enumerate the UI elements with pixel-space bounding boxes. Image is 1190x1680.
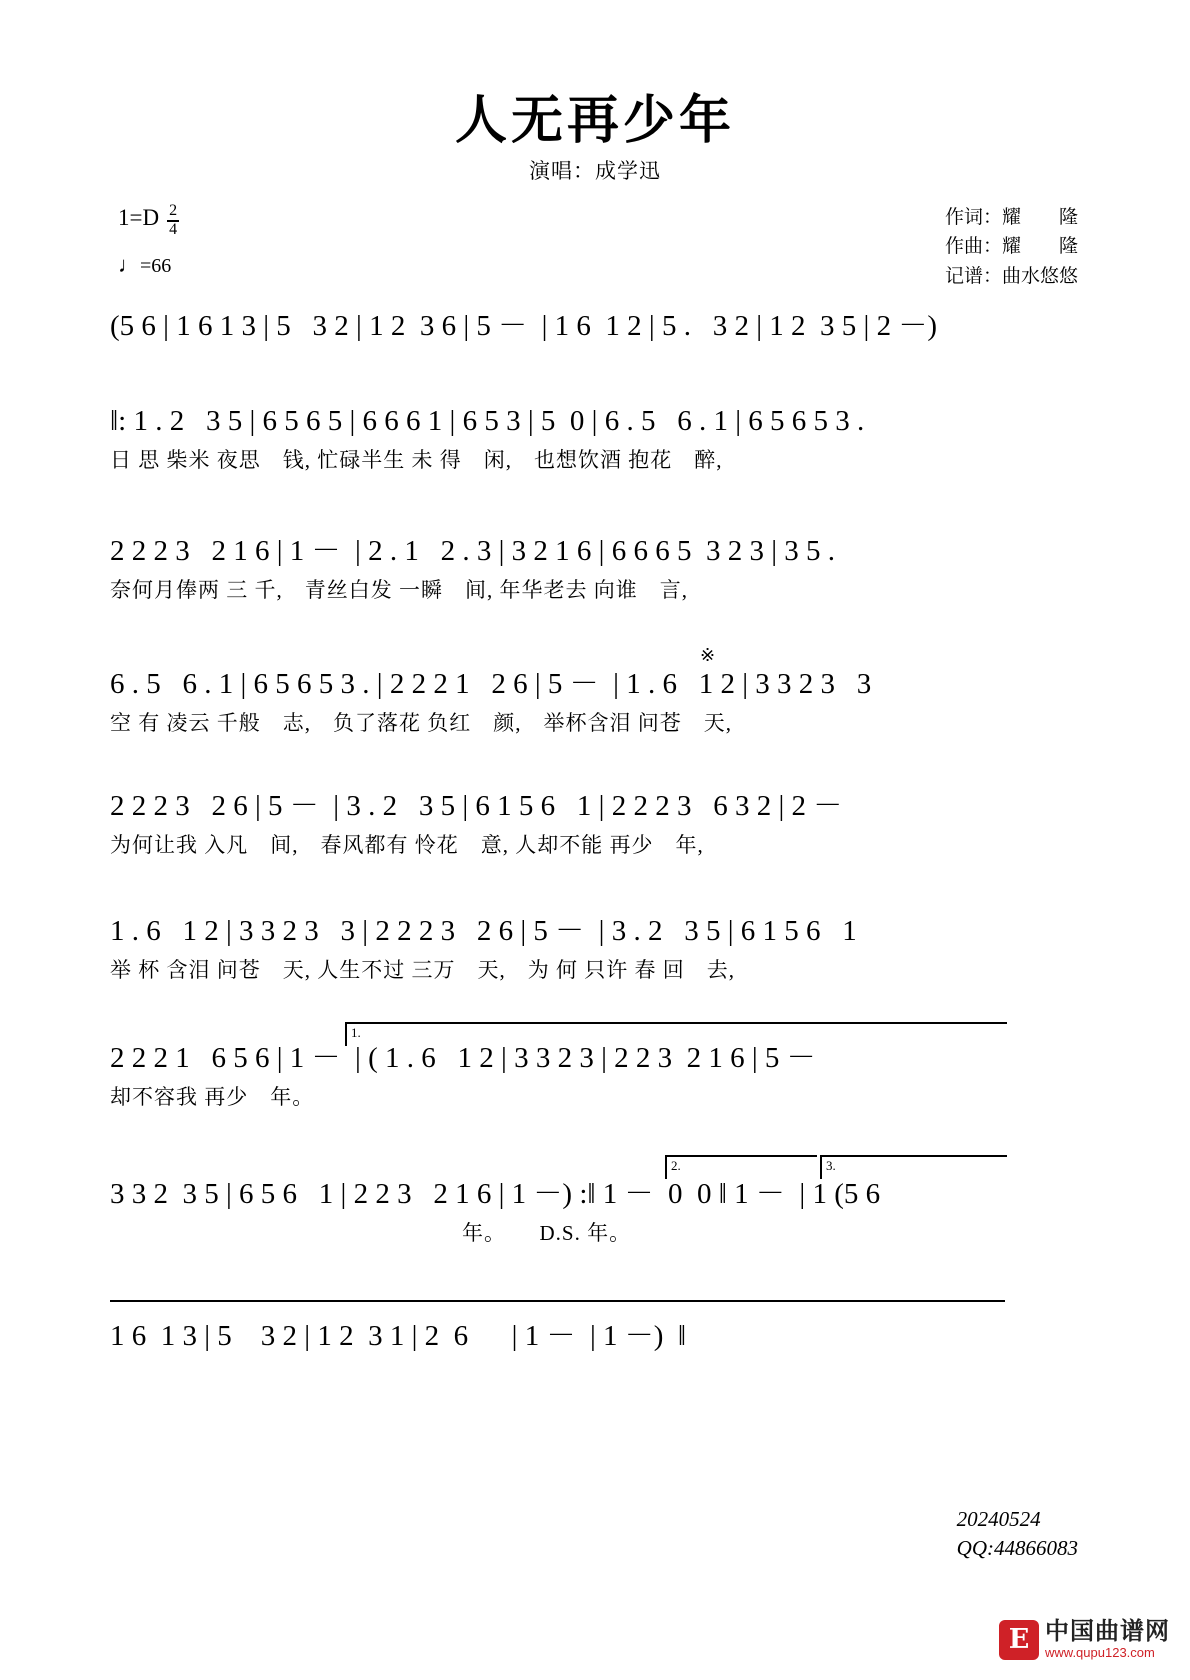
volta-bracket-3 (820, 1155, 1007, 1179)
quarter-note-icon: ♩ (118, 252, 140, 277)
tempo-value: =66 (140, 255, 172, 277)
system-lyrics: 年。 D.S. 年。 (110, 1221, 632, 1246)
system-notes: 2 2 2 3 2 1 6 | 1 － | 2 . 1 2 . 3 | 3 2 1 6 | 6 6 6 5 3 2 3 | 3 5 . (110, 535, 836, 567)
time-signature-denominator: 4 (169, 220, 178, 238)
credit-composer: 作曲：耀 隆 (944, 236, 1078, 258)
music-system-4 (110, 668, 1100, 737)
site-logo-icon: E (999, 1620, 1039, 1660)
system-lyrics: 空 有 凌云 千般 志, 负了落花 负红 颜, 举杯含泪 问苍 天, (110, 711, 732, 736)
singer-line: 演唱：成学迅 (529, 159, 661, 183)
music-system-5 (110, 790, 1100, 859)
volta-label-1: 1. (351, 1025, 361, 1040)
page-title: 人无再少年 (454, 90, 735, 151)
time-signature-numerator: 2 (167, 203, 179, 222)
music-system-6 (110, 915, 1100, 984)
volta-label-2: 2. (671, 1158, 681, 1173)
footer-block (957, 1505, 1078, 1562)
key-label: 1=D (118, 205, 160, 230)
system-lyrics: 为何让我 入凡 间, 春风都有 怜花 意, 人却不能 再少 年, (110, 833, 704, 858)
system-lyrics: 却不容我 再少 年。 (110, 1085, 315, 1110)
system-notes: 2 2 2 3 2 6 | 5 － | 3 . 2 3 5 | 6 1 5 6 1 | 2 2 2 3 6 3 2 | 2 － (110, 790, 843, 822)
system-lyrics: 举 杯 含泪 问苍 天, 人生不过 三万 天, 为 何 只许 春 回 去, (110, 958, 735, 983)
music-system-7 (110, 1042, 1100, 1111)
credit-lyricist: 作词：耀 隆 (944, 207, 1078, 228)
music-system-3 (110, 535, 1100, 604)
system-lyrics: 奈何月俸两 三 千, 青丝白发 一瞬 间, 年华老去 向谁 言, (110, 578, 688, 603)
system-notes: ‖: 1 . 2 3 5 | 6 5 6 5 | 6 6 6 1 | 6 5 3 | 5 0 | 6 . 5 6 . 1 | 6 5 6 5 3 . (110, 405, 865, 437)
system-notes: 6 . 5 6 . 1 | 6 5 6 5 3 . | 2 2 2 1 2 6 | 5 － | 1 . 6 1 2 | 3 3 2 3 3 (110, 668, 872, 700)
system-notes: 2 2 2 1 6 5 6 | 1 － | ( 1 . 6 1 2 | 3 3 2 3 | 2 2 3 2 1 6 | 5 － (110, 1042, 816, 1074)
segno-icon: ※ (700, 645, 716, 665)
music-system-2 (110, 405, 1100, 474)
footer-date: 20240524 (956, 1507, 1041, 1532)
system-notes: (5 6 | 1 6 1 3 | 5 3 2 | 1 2 3 6 | 5 － | 1 6 1 2 | 5 . 3 2 | 1 2 3 5 | 2 －) (110, 310, 938, 342)
credits-block (945, 203, 1078, 291)
volta-label-3: 3. (826, 1158, 836, 1173)
time-signature (167, 203, 179, 239)
site-watermark (999, 1619, 1170, 1660)
credit-notator: 记谱：曲水悠悠 (944, 265, 1078, 287)
footer-qq: QQ:44866083 (956, 1535, 1078, 1560)
music-system-9 (110, 1320, 1100, 1353)
system-notes: 3 3 2 3 5 | 6 5 6 1 | 2 2 3 2 1 6 | 1 －) :‖ 1 － 0 0 ‖ 1 － | 1 (5 6 (110, 1178, 881, 1210)
system-lyrics: 日 思 柴米 夜思 钱, 忙碌半生 未 得 闲, 也想饮酒 抱花 醉, (110, 448, 723, 473)
site-logo-text (1045, 1619, 1170, 1660)
site-url: www.qupu123.com (1045, 1644, 1155, 1660)
key-signature (118, 202, 179, 241)
music-system-8 (110, 1178, 1100, 1247)
site-name: 中国曲谱网 (1045, 1619, 1170, 1646)
tempo-marking (118, 252, 171, 278)
volta-bracket-2 (665, 1155, 817, 1179)
system-notes: 1 6 1 3 | 5 3 2 | 1 2 3 1 | 2 6 | 1 － | 1 －) ‖ (110, 1320, 687, 1352)
music-system-1 (110, 310, 1100, 349)
system-notes: 1 . 6 1 2 | 3 3 2 3 3 | 2 2 2 3 2 6 | 5 － | 3 . 2 3 5 | 6 1 5 6 1 (110, 915, 857, 947)
